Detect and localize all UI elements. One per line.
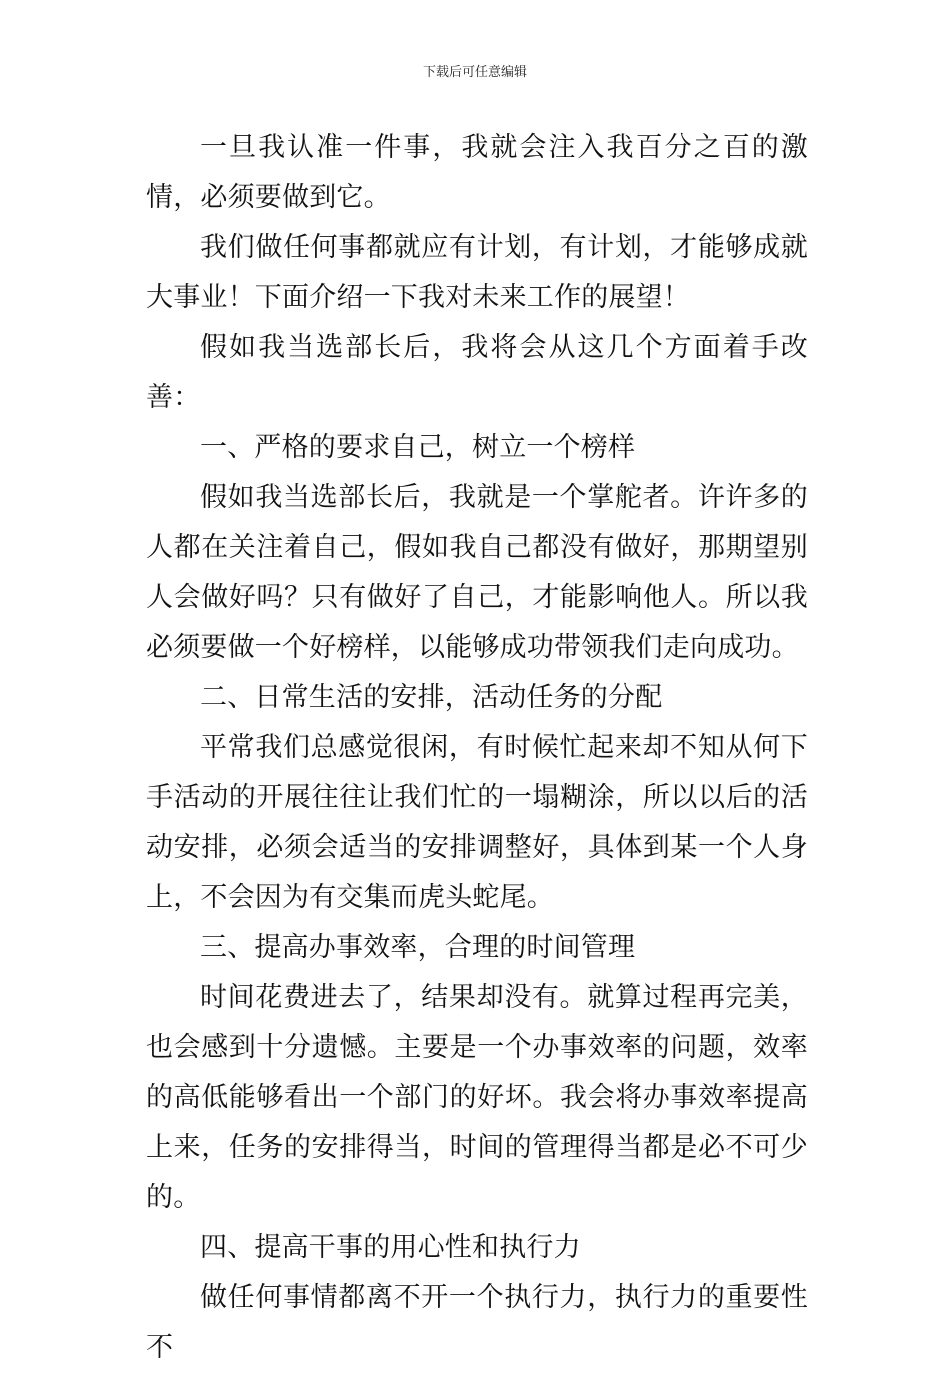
document-body [146, 123, 808, 1373]
section-heading-4: 四、提高干事的用心性和执行力 [200, 1232, 581, 1263]
section-heading-3: 三、提高办事效率，合理的时间管理 [200, 932, 636, 963]
section-heading-1: 一、严格的要求自己，树立一个榜样 [200, 432, 636, 463]
paragraph-4: 假如我当选部长后，我就是一个掌舵者。许许多的人都在关注着自己，假如我自己都没有做好，那期望别人会做好吗？只有做好了自己，才能影响他人。所以我必须要做一个好榜样，以能够成功带领我们走向成功。 [146, 482, 808, 663]
paragraph-3: 假如我当选部长后，我将会从这几个方面着手改善： [146, 332, 808, 413]
paragraph-7: 做任何事情都离不开一个执行力，执行力的重要性不 [146, 1282, 808, 1363]
paragraph-6: 时间花费进去了，结果却没有。就算过程再完美，也会感到十分遗憾。主要是一个办事效率的问题，效率的高低能够看出一个部门的好坏。我会将办事效率提高上来，任务的安排得当，时间的管理得当都是必不可少的。 [146, 982, 808, 1213]
paragraph-1: 一旦我认准一件事，我就会注入我百分之百的激情，必须要做到它。 [146, 132, 808, 213]
section-heading-2: 二、日常生活的安排，活动任务的分配 [200, 682, 663, 713]
paragraph-2: 我们做任何事都就应有计划，有计划，才能够成就大事业！下面介绍一下我对未来工作的展望！ [146, 232, 808, 313]
page-header: 下载后可任意编辑 [422, 65, 527, 80]
paragraph-5: 平常我们总感觉很闲，有时候忙起来却不知从何下手活动的开展往往让我们忙的一塌糊涂，所以以后的活动安排，必须会适当的安排调整好，具体到某一个人身上，不会因为有交集而虎头蛇尾。 [146, 732, 808, 913]
